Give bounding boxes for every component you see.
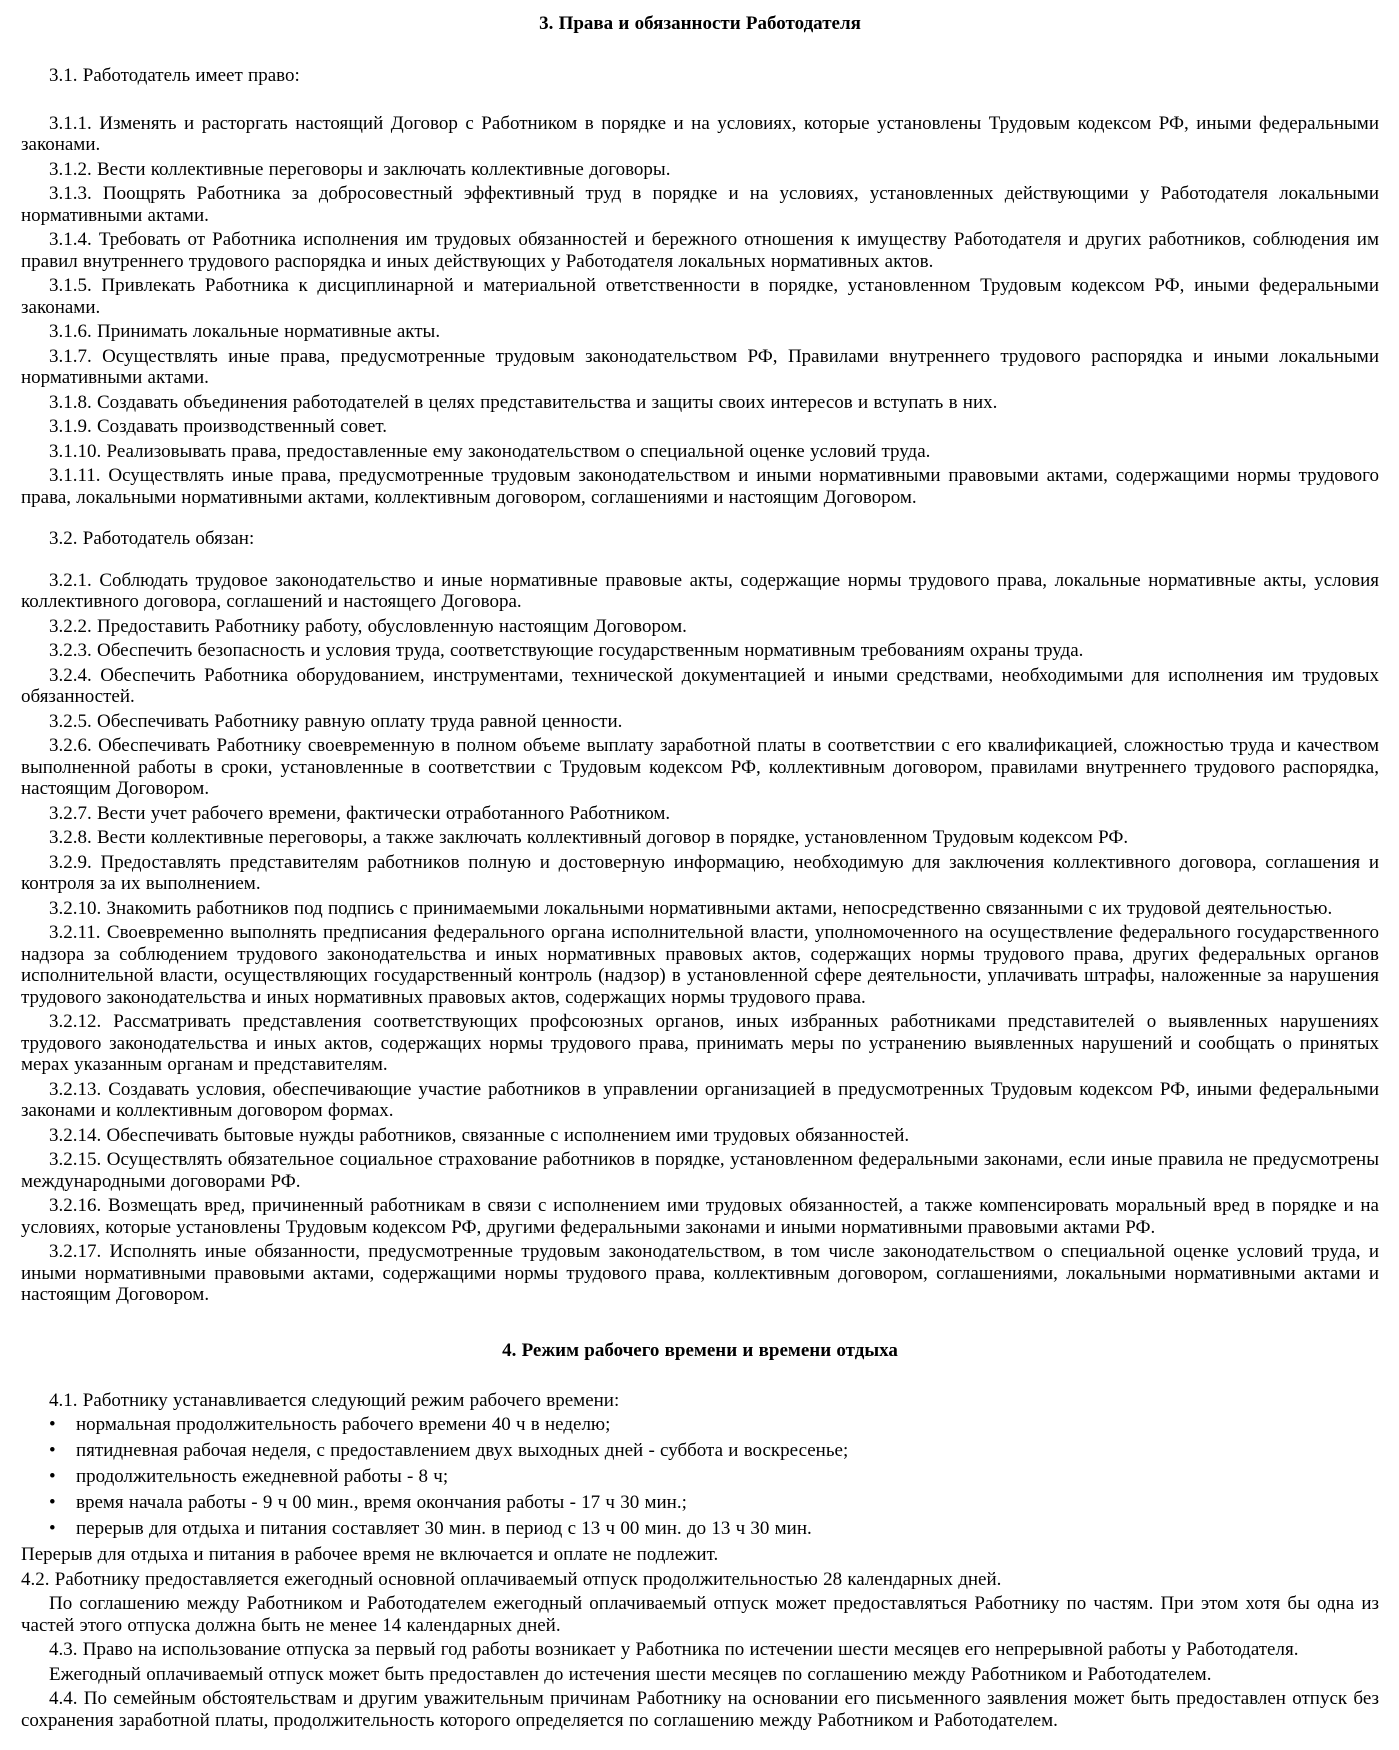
clause-3-2-16: 3.2.16. Возмещать вред, причиненный работникам в связи с исполнением ими трудовых обязанностей, а также компенсировать моральный вред в порядке и на условиях, которые установлены Трудовым кодексом РФ, другими федеральными законами и иными нормативными правовыми актами РФ. xyxy=(21,1195,1379,1238)
clause-3-2-8: 3.2.8. Вести коллективные переговоры, а также заключать коллективный договор в порядке, установленном Трудовым кодексом РФ. xyxy=(49,827,1129,848)
clause-3-2-15: 3.2.15. Осуществлять обязательное социальное страхование работников в порядке, установленном федеральными законами, если иные правила не предусмотрены международными договорами РФ. xyxy=(21,1149,1379,1192)
clause-3-2-10: 3.2.10. Знакомить работников под подпись с принимаемыми локальными нормативными актами, непосредственно связанными с их трудовой деятельностью. xyxy=(49,897,1333,919)
work-time-bullet-3 xyxy=(21,1466,1379,1488)
clause-3-1-4: 3.1.4. Требовать от Работника исполнения им трудовых обязанностей и бережного отношения к имуществу Работодателя и других работников, соблюдения им правил внутреннего трудового распорядка и иных действующих у Работодателя локальных нормативных актов. xyxy=(21,229,1379,272)
clause-4-3: 4.3. Право на использование отпуска за первый год работы возникает у Работника по истечении шести месяцев его непрерывной работы у Работодателя. xyxy=(49,1639,1299,1660)
section-4-title: 4. Режим рабочего времени и времени отдыха xyxy=(502,1339,898,1361)
clause-3-2-14: 3.2.14. Обеспечивать бытовые нужды работников, связанные с исполнением ими трудовых обязанностей. xyxy=(49,1124,910,1146)
clause-3-1-9: 3.1.9. Создавать производственный совет. xyxy=(49,416,388,437)
clause-3-1-5: 3.1.5. Привлекать Работника к дисциплинарной и материальной ответственности в порядке, установленном Трудовым кодексом РФ, иными федеральными законами. xyxy=(21,275,1379,318)
clause-3-2-6: 3.2.6. Обеспечивать Работнику своевременную в полном объеме выплату заработной платы в соответствии с его квалификацией, сложностью труда и качеством выполненной работы в сроки, установленные в соответствии с Трудовым кодексом РФ, коллективным договором, правилами внутреннего трудового распорядка, настоящим Договором. xyxy=(21,735,1379,799)
clause-3-2-9: 3.2.9. Предоставлять представителям работников полную и достоверную информацию, необходимую для заключения коллективного договора, соглашения и контроля за их выполнением. xyxy=(21,851,1379,894)
work-time-bullet-3-text: продолжительность ежедневной работы - 8 ч; xyxy=(76,1466,449,1487)
work-time-bullet-1 xyxy=(21,1414,1379,1436)
clause-3-2-7: 3.2.7. Вести учет рабочего времени, фактически отработанного Работником. xyxy=(49,802,671,824)
clause-3-1-11: 3.1.11. Осуществлять иные права, предусмотренные трудовым законодательством и иными нормативными правовыми актами, содержащими нормы трудового права, локальными нормативными актами, коллективным договором, соглашениями и настоящим Договором. xyxy=(21,465,1379,508)
clause-3-2-11: 3.2.11. Своевременно выполнять предписания федерального органа исполнительной власти, уполномоченного на осуществление федерального государственного надзора за соблюдением трудового законодательства и иных нормативных правовых актов, содержащих нормы трудового права, других федеральных органов исполнительной власти, осуществляющих государственный контроль (надзор) в установленной сфере деятельности, уплачивать штрафы, наложенные за нарушения трудового законодательства и иных нормативных правовых актов, содержащих нормы трудового права. xyxy=(21,922,1379,1008)
clause-3-2-heading: 3.2. Работодатель обязан: xyxy=(49,528,255,549)
clause-3-2-2: 3.2.2. Предоставить Работнику работу, обусловленную настоящим Договором. xyxy=(49,615,687,637)
clause-3-1-6: 3.1.6. Принимать локальные нормативные акты. xyxy=(49,321,441,342)
clause-4-1: 4.1. Работнику устанавливается следующий режим рабочего времени: xyxy=(49,1389,620,1411)
vacation-split-note: По соглашению между Работником и Работодателем ежегодный оплачиваемый отпуск может предоставляться Работнику по частям. При этом хотя бы одна из частей этого отпуска должна быть не менее 14 календарных дней. xyxy=(21,1593,1379,1636)
clause-3-2-17: 3.2.17. Исполнять иные обязанности, предусмотренные трудовым законодательством, в том числе законодательством о специальной оценке условий труда, и иными нормативными правовыми актами, содержащими нормы трудового права, коллективным договором, соглашениями, локальными нормативными актами и настоящим Договором. xyxy=(21,1241,1379,1305)
early-vacation-note: Ежегодный оплачиваемый отпуск может быть предоставлен до истечения шести месяцев по соглашению между Работником и Работодателем. xyxy=(49,1663,1212,1685)
bullet-icon: • xyxy=(49,1414,56,1435)
bullet-icon: • xyxy=(49,1440,56,1461)
clause-3-1-2: 3.1.2. Вести коллективные переговоры и заключать коллективные договоры. xyxy=(49,158,671,180)
clause-3-2-5: 3.2.5. Обеспечивать Работнику равную оплату труда равной ценности. xyxy=(49,710,623,732)
clause-3-1-8: 3.1.8. Создавать объединения работодателей в целях представительства и защиты своих интересов и вступать в них. xyxy=(49,391,998,413)
work-time-bullet-5-text: перерыв для отдыха и питания составляет 30 мин. в период с 13 ч 00 мин. до 13 ч 30 мин. xyxy=(76,1518,812,1539)
bullet-icon: • xyxy=(49,1466,56,1487)
clause-3-1-3: 3.1.3. Поощрять Работника за добросовестный эффективный труд в порядке и на условиях, установленных действующими у Работодателя локальными нормативными актами. xyxy=(21,183,1379,226)
bullet-icon: • xyxy=(49,1492,56,1513)
bullet-icon: • xyxy=(49,1518,56,1539)
clause-4-2: 4.2. Работнику предоставляется ежегодный основной оплачиваемый отпуск продолжительностью 28 календарных дней. xyxy=(21,1568,1002,1590)
section-3-title: 3. Права и обязанности Работодателя xyxy=(539,13,861,34)
break-note: Перерыв для отдыха и питания в рабочее время не включается и оплате не подлежит. xyxy=(21,1544,719,1565)
clause-3-2-12: 3.2.12. Рассматривать представления соответствующих профсоюзных органов, иных избранных работниками представителей о выявленных нарушениях трудового законодательства и иных актов, содержащих нормы трудового права, принимать меры по устранению выявленных нарушений и сообщать о принятых мерах указанным органам и представителям. xyxy=(21,1011,1379,1075)
clause-3-2-4: 3.2.4. Обеспечить Работника оборудованием, инструментами, технической документацией и иными средствами, необходимыми для исполнения им трудовых обязанностей. xyxy=(21,664,1379,707)
work-time-bullet-2-text: пятидневная рабочая неделя, с предоставлением двух выходных дней - суббота и воскресенье; xyxy=(76,1440,849,1461)
clause-3-2-13: 3.2.13. Создавать условия, обеспечивающие участие работников в управлении организацией в предусмотренных Трудовым кодексом РФ, иными федеральными законами и коллективным договором формах. xyxy=(21,1078,1379,1121)
clause-3-1-1: 3.1.1. Изменять и расторгать настоящий Договор с Работником в порядке и на условиях, которые установлены Трудовым кодексом РФ, иными федеральными законами. xyxy=(21,112,1379,155)
clause-3-2-1: 3.2.1. Соблюдать трудовое законодательство и иные нормативные правовые акты, содержащие нормы трудового права, локальные нормативные акты, условия коллективного договора, соглашений и настоящего Договора. xyxy=(21,569,1379,612)
clause-4-4: 4.4. По семейным обстоятельствам и другим уважительным причинам Работнику на основании его письменного заявления может быть предоставлен отпуск без сохранения заработной платы, продолжительность которого определяется по соглашению между Работником и Работодателем. xyxy=(21,1688,1379,1731)
clause-3-2-3: 3.2.3. Обеспечить безопасность и условия труда, соответствующие государственным нормативным требованиям охраны труда. xyxy=(49,640,1084,661)
clause-3-1-7: 3.1.7. Осуществлять иные права, предусмотренные трудовым законодательством РФ, Правилами внутреннего трудового распорядка и иными локальными нормативными актами. xyxy=(21,345,1379,388)
work-time-bullet-1-text: нормальная продолжительность рабочего времени 40 ч в неделю; xyxy=(76,1414,611,1435)
work-time-bullet-4 xyxy=(21,1492,1379,1514)
work-time-bullet-2 xyxy=(21,1440,1379,1462)
work-time-bullet-5 xyxy=(21,1518,1379,1540)
clause-3-1-10: 3.1.10. Реализовывать права, предоставленные ему законодательством о специальной оценке условий труда. xyxy=(49,440,931,462)
clause-3-1-heading: 3.1. Работодатель имеет право: xyxy=(49,65,300,86)
work-time-bullet-4-text: время начала работы - 9 ч 00 мин., время окончания работы - 17 ч 30 мин.; xyxy=(76,1492,687,1513)
